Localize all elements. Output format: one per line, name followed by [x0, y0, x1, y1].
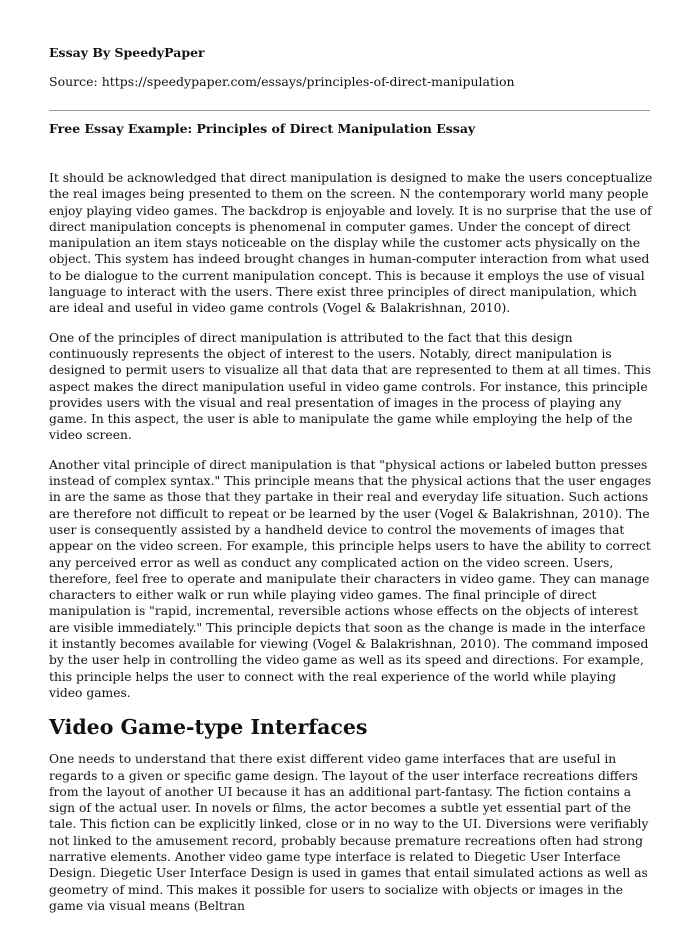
- brand-title: Essay By SpeedyPaper: [49, 45, 205, 60]
- section-paragraph: One needs to understand that there exist different video game interfaces that are useful in regards to a given or specific game design. The layout of the user interface recreations differs from the layout of another UI because it has an additional part-fantasy. The fiction contains a sign of the actual user. In novels or films, the actor becomes a subtle yet essential part of the tale. This fiction can be explicitly linked, close or in no way to the UI. Diversions were verifiably not linked to the amusement record, probably because premature recreations often had strong narrative elements. Another video game type interface is related to Diegetic User Interface Design. Diegetic User Interface Design is used in games that entail simulated actions as well as geometry of mind. This makes it possible for users to socialize with objects or images in the game via visual means (Beltran: [49, 752, 649, 913]
- essay-title: Free Essay Example: Principles of Direct Manipulation Essay: [49, 121, 476, 136]
- essay-body: [49, 170, 653, 927]
- paragraph-2: One of the principles of direct manipulation is attributed to the fact that this design continuously represents the object of interest to the users. Notably, direct manipulation is designed to permit users to visualize all that data that are represented to them at all times. This aspect makes the direct manipulation useful in video game controls. For instance, this principle provides users with the visual and real presentation of images in the process of playing any game. In this aspect, the user is able to manipulate the game while employing the help of the video screen.: [49, 330, 652, 443]
- header-divider: [49, 110, 650, 111]
- source-line: Source: https://speedypaper.com/essays/principles-of-direct-manipulation: [49, 74, 515, 89]
- section-heading: Video Game-type Interfaces: [49, 715, 368, 740]
- paragraph-1: It should be acknowledged that direct manipulation is designed to make the users conceptualize the real images being presented to them on the screen. N the contemporary world many people enjoy playing video games. The backdrop is enjoyable and lovely. It is no surprise that the use of direct manipulation concepts is phenomenal in computer games. Under the concept of direct manipulation an item stays noticeable on the display while the customer acts physically on the object. This system has indeed brought changes in human-computer interaction from what used to be dialogue to the current manipulation concept. This is because it employs the use of visual language to interact with the users. There exist three principles of direct manipulation, which are ideal and useful in video game controls (Vogel & Balakrishnan, 2010).: [49, 171, 653, 316]
- paragraph-3: Another vital principle of direct manipulation is that "physical actions or labeled button presses instead of complex syntax." This principle means that the physical actions that the user engages in are the same as those that they partake in their real and everyday life situation. Such actions are therefore not difficult to repeat or be learned by the user (Vogel & Balakrishnan, 2010). The user is consequently assisted by a handheld device to control the movements of images that appear on the video screen. For example, this principle helps users to have the ability to correct any perceived error as well as conduct any complicated action on the video screen. Users, therefore, feel free to operate and manipulate their characters in video game. They can manage characters to either walk or run while playing video games. The final principle of direct manipulation is "rapid, incremental, reversible actions whose effects on the objects of interest are visible immediately." This principle depicts that soon as the change is made in the interface it instantly becomes available for viewing (Vogel & Balakrishnan, 2010). The command imposed by the user help in controlling the video game as well as its speed and directions. For example, this principle helps the user to connect with the real experience of the world while playing video games.: [49, 457, 652, 700]
